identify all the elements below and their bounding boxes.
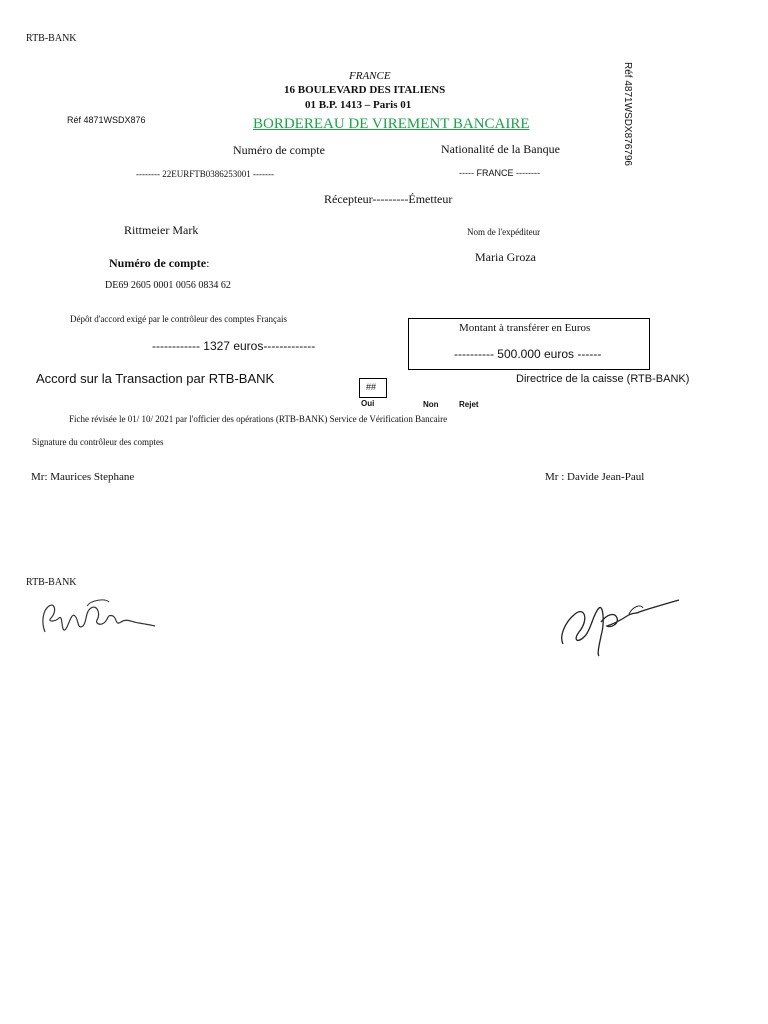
receiver-account-colon: : [206,256,210,270]
signature-label: Signature du contrôleur des comptes [32,437,164,447]
account-number-label: Numéro de compte [233,143,325,157]
sender-label: Nom de l'expéditeur [467,227,541,237]
bank-nationality-label: Nationalité de la Banque [441,142,560,156]
option-reject[interactable]: Rejet [459,400,479,409]
transfer-amount-label: Montant à transférer en Euros [459,322,591,334]
document-title: BORDEREAU DE VIREMENT BANCAIRE [253,116,530,132]
cashier-label: Directrice de la caisse (RTB-BANK) [516,373,690,385]
bank-name-footer: RTB-BANK [26,577,77,588]
signer-left: Mr: Maurices Stephane [31,471,135,483]
signer-right: Mr : Davide Jean-Paul [545,471,645,483]
option-yes[interactable]: Oui [361,399,375,408]
approval-checkbox[interactable] [359,378,387,398]
receiver-name: Rittmeier Mark [124,223,199,237]
bank-name-top: RTB-BANK [26,33,77,44]
receiver-account-label-wrap [109,256,209,271]
reference-left: Réf 4871WSDX876 [67,115,146,125]
option-no[interactable]: Non [423,400,439,409]
approval-checkbox-mark: ## [366,382,377,392]
country-label: FRANCE [349,70,391,82]
receiver-iban: DE69 2605 0001 0056 0834 62 [105,280,231,291]
signature-right-image [555,592,685,658]
reference-vertical: Réf 4871WSDX876796 [622,62,633,166]
transfer-amount-box [408,318,650,370]
bank-nationality-value: ----- FRANCE -------- [459,168,540,178]
receiver-account-label: Numéro de compte [109,256,207,270]
approval-label: Accord sur la Transaction par RTB-BANK [36,371,275,386]
revision-note: Fiche révisée le 01/ 10/ 2021 par l'officier des opérations (RTB-BANK) Service de Vérification Bancaire [69,414,448,424]
deposit-amount: ------------ 1327 euros------------- [152,339,316,353]
address-line-1: 16 BOULEVARD DES ITALIENS [284,84,446,96]
parties-header: Récepteur---------Émetteur [324,192,453,206]
signature-left-image [35,592,160,644]
address-line-2: 01 B.P. 1413 – Paris 01 [305,99,412,111]
deposit-label: Dépôt d'accord exigé par le contrôleur des comptes Français [70,314,288,324]
account-number-value: -------- 22EURFTB0386253001 ------- [136,169,274,179]
sender-name: Maria Groza [475,250,536,264]
transfer-amount-value: ---------- 500.000 euros ------ [454,347,602,361]
